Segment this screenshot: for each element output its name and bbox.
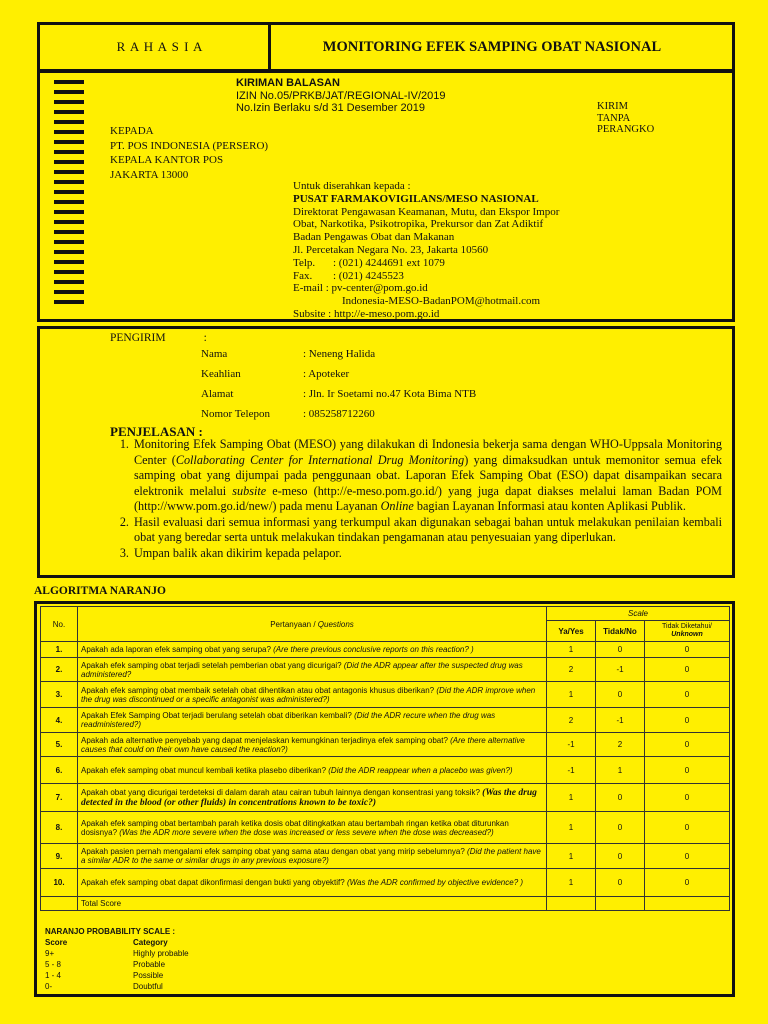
row-yes-score: 1 — [547, 844, 596, 869]
row-unknown-score: 0 — [645, 733, 730, 757]
to-block — [110, 124, 268, 182]
stamp-line2: TANPA — [597, 112, 631, 124]
to-line4: JAKARTA 13000 — [110, 168, 189, 181]
row-question: Apakah efek samping obat dapat dikonfirmasi dengan bukti yang obyektif? (Was the ADR confirmed by objective evidence? ) — [78, 869, 547, 897]
row-question: Apakah efek samping obat terjadi setelah pemberian obat yang dicurigai? (Did the ADR appear after the suspected drug was administered? — [78, 658, 547, 682]
table-row — [41, 869, 730, 897]
row-no-score: 0 — [596, 642, 645, 658]
row-number: 5. — [41, 733, 78, 757]
table-row — [41, 682, 730, 708]
scale-title: NARANJO PROBABILITY SCALE : — [45, 927, 176, 936]
total-empty — [41, 897, 78, 911]
recipient-dept2: Obat, Narkotika, Psikotropika, Prekursor dan Zat Adiktif — [293, 218, 544, 231]
penjelasan-item-3: 3. Umpan balik akan dikirim kepada pelapor. — [132, 546, 722, 562]
row-no-score: -1 — [596, 708, 645, 733]
row-yes-score: 1 — [547, 784, 596, 812]
row-number: 7. — [41, 784, 78, 812]
row-number: 3. — [41, 682, 78, 708]
recipient-email: E-mail : pv-center@pom.go.id — [293, 282, 428, 295]
row-yes-score: 1 — [547, 812, 596, 844]
row-question: Apakah ada laporan efek samping obat yang serupa? (Are there previous conclusive reports on this reaction? ) — [78, 642, 547, 658]
naranjo-title: ALGORITMA NARANJO — [34, 585, 166, 597]
row-yes-score: 1 — [547, 869, 596, 897]
total-unknown — [645, 897, 730, 911]
recipient-intro: Untuk diserahkan kepada : — [293, 180, 411, 192]
sender-name-label: Nama — [201, 348, 228, 360]
row-unknown-score: 0 — [645, 869, 730, 897]
scale-header: Score Category — [45, 938, 168, 947]
naranjo-table — [40, 606, 730, 911]
table-row — [41, 812, 730, 844]
penjelasan-item-2: 2. Hasil evaluasi dari semua informasi yang terkumpul akan digunakan sebagai bahan untuk melakukan penilaian kembali obat yang beredar serta untuk melakukan tindakan pengamanan atau penyesuaian yang diperlukan. — [132, 515, 722, 546]
row-no-score: 2 — [596, 733, 645, 757]
row-unknown-score: 0 — [645, 844, 730, 869]
col-scale: Scale — [547, 607, 730, 621]
to-line1: KEPADA — [110, 125, 154, 137]
row-unknown-score: 0 — [645, 682, 730, 708]
recipient-dept1: Direktorat Pengawasan Keamanan, Mutu, dan Ekspor Impor — [293, 205, 560, 218]
row-question: Apakah pasien pernah mengalami efek samping obat yang sama atau dengan obat yang mirip sebelumnya? (Did the patient have a similar ADR to the same or similar drugs in any previous exposure?) — [78, 844, 547, 869]
stamp-block — [597, 101, 654, 136]
naranjo-table-wrap — [40, 606, 730, 911]
row-unknown-score: 0 — [645, 757, 730, 784]
row-yes-score: 2 — [547, 658, 596, 682]
row-yes-score: -1 — [547, 757, 596, 784]
sender-name: : Neneng Halida — [303, 348, 376, 360]
row-number: 10. — [41, 869, 78, 897]
header-title: MONITORING EFEK SAMPING OBAT NASIONAL — [322, 39, 662, 55]
col-question: Pertanyaan / Questions — [78, 607, 547, 642]
recipient-email2: Indonesia-MESO-BadanPOM@hotmail.com — [342, 295, 541, 308]
row-unknown-score: 0 — [645, 658, 730, 682]
row-no-score: 0 — [596, 869, 645, 897]
scale-block — [45, 926, 189, 992]
reply-permit: IZIN No.05/PRKB/JAT/REGIONAL-IV/2019 — [236, 89, 446, 102]
row-question: Apakah efek samping obat muncul kembali ketika plasebo diberikan? (Did the ADR reappear when a placebo was given?) — [78, 757, 547, 784]
row-unknown-score: 0 — [645, 708, 730, 733]
header-left: R A H A S I A — [116, 39, 204, 54]
row-yes-score: 2 — [547, 708, 596, 733]
table-row — [41, 708, 730, 733]
total-label: Total Score — [78, 897, 547, 911]
table-row — [41, 757, 730, 784]
sender-addr-label: Alamat — [201, 388, 234, 400]
sender-phone: : 085258712260 — [303, 408, 375, 420]
total-yes — [547, 897, 596, 911]
to-line3: KEPALA KANTOR POS — [110, 154, 224, 166]
recipient-dept3: Badan Pengawas Obat dan Makanan — [293, 231, 455, 244]
row-question: Apakah ada alternative penyebab yang dapat menjelaskan kemungkinan terjadinya efek samping obat? (Are there alternative causes that could on their own have caused the reaction?) — [78, 733, 547, 757]
row-no-score: -1 — [596, 658, 645, 682]
sender-title: PENGIRIM : — [110, 332, 207, 344]
recipient-telp: Telp. : (021) 4244691 ext 1079 — [293, 256, 445, 269]
recipient-name: PUSAT FARMAKOVIGILANS/MESO NASIONAL — [293, 192, 539, 205]
col-unknown: Tidak Diketahui/ Unknown — [645, 621, 730, 642]
scale-row: 5 - 8 Probable — [45, 960, 166, 969]
recipient-site: Subsite : http://e-meso.pom.go.id — [293, 307, 440, 320]
table-row — [41, 784, 730, 812]
col-no-answer: Tidak/No — [596, 621, 645, 642]
row-no-score: 0 — [596, 784, 645, 812]
table-row — [41, 658, 730, 682]
row-unknown-score: 0 — [645, 812, 730, 844]
total-row — [41, 897, 730, 911]
barcode — [54, 80, 84, 310]
row-number: 8. — [41, 812, 78, 844]
penjelasan-title: PENJELASAN : — [110, 424, 203, 439]
row-question: Apakah efek samping obat bertambah parah ketika dosis obat ditingkatkan atau bertambah ringan ketika obat diturunkan dosisnya? (Was the ADR more severe when the dose was increased or less severe when the dose was decreased?) — [78, 812, 547, 844]
row-no-score: 1 — [596, 757, 645, 784]
scale-row: 9+ Highly probable — [45, 949, 189, 958]
stamp-line1: KIRIM — [597, 101, 628, 112]
row-yes-score: 1 — [547, 682, 596, 708]
reply-block — [236, 77, 445, 115]
col-no: No. — [41, 607, 78, 642]
col-yes: Ya/Yes — [547, 621, 596, 642]
reply-title: KIRIMAN BALASAN — [236, 77, 340, 89]
scale-row: 1 - 4 Possible — [45, 971, 164, 980]
table-row — [41, 844, 730, 869]
row-number: 2. — [41, 658, 78, 682]
recipient-block — [293, 180, 713, 321]
stamp-line3: PERANGKO — [597, 124, 655, 135]
row-number: 9. — [41, 844, 78, 869]
row-yes-score: -1 — [547, 733, 596, 757]
reply-validity: No.Izin Berlaku s/d 31 Desember 2019 — [236, 102, 425, 114]
penjelasan-item-1: 1. Monitoring Efek Samping Obat (MESO) yang dilakukan di Indonesia bekerja sama dengan WHO-Uppsala Monitoring Center (Collaborating Center for International Drug Monitoring) yang dimaksudkan untuk memonitor semua efek samping obat yang dijumpai pada penggunaan obat. Laporan Efek Samping Obat (ESO) dapat disampaikan secara elektronik melalui subsite e-meso (http://e-meso.pom.go.id/) yang juga dapat diakses melalui laman Badan POM (http://www.pom.go.id/new/) pada menu Layanan Online bagian Layanan Informasi atau konten Aplikasi Publik. — [132, 437, 722, 515]
total-no — [596, 897, 645, 911]
row-unknown-score: 0 — [645, 642, 730, 658]
to-line2: PT. POS INDONESIA (PERSERO) — [110, 139, 269, 152]
row-question: Apakah efek samping obat membaik setelah obat dihentikan atau obat antagonis khusus diberikan? (Did the ADR improve when the drug was discontinued or a specific antagonist was administered?) — [78, 682, 547, 708]
table-row — [41, 642, 730, 658]
sender-skill: : Apoteker — [303, 368, 350, 380]
scale-row: 0- Doubtful — [45, 982, 163, 991]
recipient-address: Jl. Percetakan Negara No. 23, Jakarta 10560 — [293, 243, 489, 256]
recipient-fax: Fax. : (021) 4245523 — [293, 269, 404, 282]
row-number: 1. — [41, 642, 78, 658]
sender-skill-label: Keahlian — [201, 368, 241, 380]
row-question: Apakah Efek Samping Obat terjadi berulang setelah obat diberikan kembali? (Did the ADR recure when the drug was readministered?) — [78, 708, 547, 733]
row-number: 4. — [41, 708, 78, 733]
row-number: 6. — [41, 757, 78, 784]
row-no-score: 0 — [596, 812, 645, 844]
row-no-score: 0 — [596, 844, 645, 869]
row-no-score: 0 — [596, 682, 645, 708]
header-divider — [268, 22, 271, 72]
table-row — [41, 733, 730, 757]
penjelasan-list — [110, 437, 722, 561]
sender-phone-label: Nomor Telepon — [201, 408, 270, 420]
row-unknown-score: 0 — [645, 784, 730, 812]
row-question: Apakah obat yang dicurigai terdeteksi di dalam darah atau cairan tubuh lainnya dengan konsentrasi yang toksik? (Was the drug detected in the blood (or other fluids) in concentrations known to be toxic?) — [78, 784, 547, 812]
sender-addr: : Jln. Ir Soetami no.47 Kota Bima NTB — [303, 388, 477, 400]
row-yes-score: 1 — [547, 642, 596, 658]
